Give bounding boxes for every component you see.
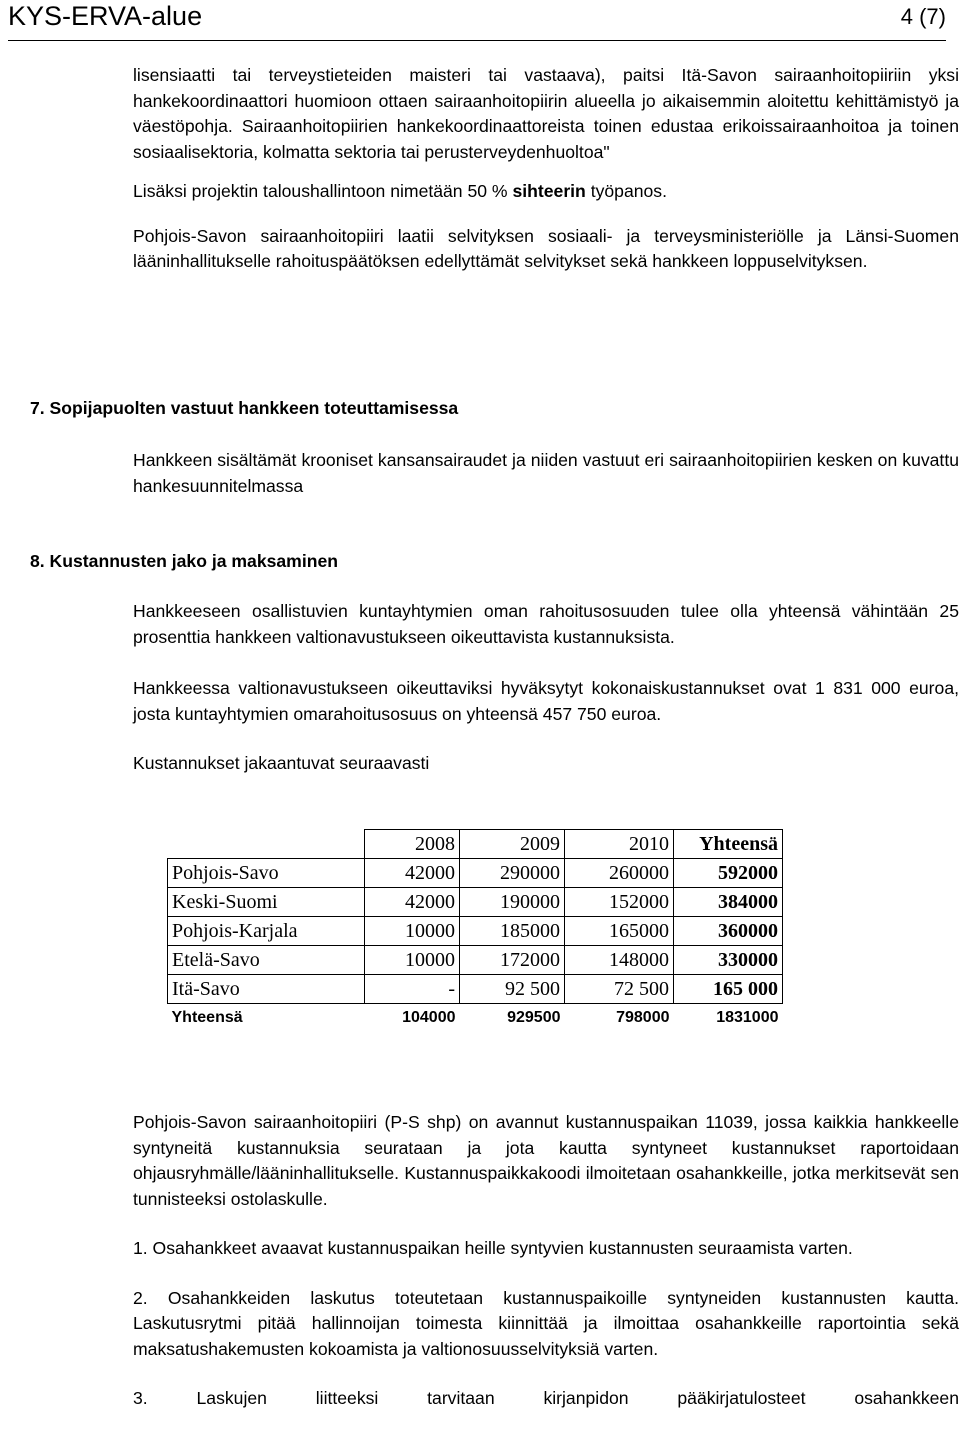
- list-item-1: 1. Osahankkeet avaavat kustannuspaikan heille syntyvien kustannusten seuraamista varten.: [133, 1238, 853, 1258]
- table-row: [168, 975, 783, 1004]
- table-row: [168, 946, 783, 975]
- table-sum-row: [168, 1004, 783, 1033]
- paragraph-secretary-text-1: Lisäksi projektin taloushallintoon nimetään 50 %: [133, 181, 513, 201]
- header-total: Yhteensä: [674, 830, 783, 859]
- document-title: KYS-ERVA-alue: [8, 1, 203, 31]
- paragraph-secretary-text-2: työpanos.: [585, 181, 667, 201]
- cell-2009: 172000: [460, 946, 565, 975]
- cell-2010: 72 500: [565, 975, 674, 1004]
- cell-total: 592000: [674, 859, 783, 888]
- page-header: [8, 0, 946, 41]
- cell-2010: 152000: [565, 888, 674, 917]
- paragraph-responsibilities: Hankkeen sisältämät krooniset kansansairaudet ja niiden vastuut eri sairaanhoitopiirien kesken on kuvattu hankesuunnitelmassa: [133, 450, 959, 496]
- sum-2010: 798000: [616, 1009, 670, 1026]
- header-2009: 2009: [460, 830, 565, 859]
- cost-center-body: [133, 1110, 959, 1412]
- cell-2009: 190000: [460, 888, 565, 917]
- cell-2008: 42000: [365, 859, 460, 888]
- table-row: [168, 917, 783, 946]
- row-name: Pohjois-Savo: [168, 859, 365, 888]
- list-item-2: 2. Osahankkeiden laskutus toteutetaan kustannuspaikoille syntyneiden kustannusten kautta. Laskutusrytmi pitää hallinnoijan toimesta kiinnittää ja ilmoittaa osahankkeille raportointia sekä maksatushakemusten kokoamista ja valtionosuusselvityksiä varten.: [133, 1287, 959, 1359]
- page-number: 4 (7): [900, 4, 946, 29]
- header-2010: 2010: [565, 830, 674, 859]
- paragraph-secretary: [133, 179, 959, 205]
- cell-2010: 260000: [565, 859, 674, 888]
- row-name: Etelä-Savo: [168, 946, 365, 975]
- section-heading-8: 8. Kustannusten jako ja maksaminen: [30, 551, 338, 571]
- sum-label: Yhteensä: [171, 1009, 243, 1026]
- table-row: [168, 888, 783, 917]
- cell-2009: 185000: [460, 917, 565, 946]
- sum-2009: 929500: [507, 1009, 561, 1026]
- cell-2009: 92 500: [460, 975, 565, 1004]
- cell-2010: 165000: [565, 917, 674, 946]
- sum-total: 1831000: [716, 1009, 779, 1026]
- cell-total: 330000: [674, 946, 783, 975]
- section-heading-7: 7. Sopijapuolten vastuut hankkeen toteuttamisessa: [30, 398, 459, 418]
- cell-2008: 10000: [365, 946, 460, 975]
- cell-2010: 148000: [565, 946, 674, 975]
- header-2008: 2008: [365, 830, 460, 859]
- row-name: Keski-Suomi: [168, 888, 365, 917]
- section-7-body: [133, 448, 959, 499]
- paragraph-secretary-bold: sihteerin: [512, 181, 586, 201]
- cell-2008: -: [365, 975, 460, 1004]
- sum-2008: 104000: [402, 1009, 456, 1026]
- cell-total: 165 000: [674, 975, 783, 1004]
- section-8-body: [133, 599, 959, 777]
- cell-total: 384000: [674, 888, 783, 917]
- row-name: Pohjois-Karjala: [168, 917, 365, 946]
- paragraph-reports: Pohjois-Savon sairaanhoitopiiri laatii selvityksen sosiaali- ja terveysministeriölle ja Länsi-Suomen lääninhallitukselle rahoituspäätöksen edellyttämät selvitykset sekä hankkeen loppuselvityksen.: [133, 225, 959, 271]
- paragraph-cost-center: Pohjois-Savon sairaanhoitopiiri (P-S shp) on avannut kustannuspaikan 11039, jossa kaikkia hankkeelle syntyneitä kustannuksia seurataan ja jota kautta syntyneet kustannukset raportoidaan ohjausryhmälle/lääninhallitukselle. Kustannuspaikkakoodi ilmoitetaan osahankkeille, jotka merkitsevät sen tunnisteeksi ostolaskulle.: [133, 1112, 959, 1209]
- document-body: [133, 63, 959, 275]
- cell-2009: 290000: [460, 859, 565, 888]
- cell-total: 360000: [674, 917, 783, 946]
- cell-2008: 10000: [365, 917, 460, 946]
- table-corner-cell: [168, 830, 365, 859]
- list-item-3: 3. Laskujen liitteeksi tarvitaan kirjanpidon pääkirjatulosteet osahankkeen: [133, 1388, 959, 1408]
- table-header-row: [168, 830, 783, 859]
- paragraph-cost-intro: Kustannukset jakaantuvat seuraavasti: [133, 753, 430, 773]
- table-row: [168, 859, 783, 888]
- cost-table: [167, 829, 783, 1032]
- cell-2008: 42000: [365, 888, 460, 917]
- row-name: Itä-Savo: [168, 975, 365, 1004]
- paragraph-total-costs: Hankkeessa valtionavustukseen oikeuttaviksi hyväksytyt kokonaiskustannukset ovat 1 831 000 euroa, josta kuntayhtymien omarahoitusosuus on yhteensä 457 750 euroa.: [133, 678, 959, 724]
- paragraph-coordinators: lisensiaatti tai terveystieteiden maisteri tai vastaava), paitsi Itä-Savon sairaanhoitopiiriin yksi hankekoordinaattori huomioon ottaen sairaanhoitopiirin alueella jo aikaisemmin aloitettu kehittämistyö ja väestöpohja. Sairaanhoitopiirien hankekoordinaattoreista toinen edustaa erikoissairaanhoitoa ja toinen sosiaalisektoria, kolmatta sektoria tai perusterveydenhuoltoa": [133, 65, 959, 162]
- paragraph-own-share: Hankkeeseen osallistuvien kuntayhtymien oman rahoitusosuuden tulee olla yhteensä vähintään 25 prosenttia hankkeen valtionavustukseen oikeuttavista kustannuksista.: [133, 601, 959, 647]
